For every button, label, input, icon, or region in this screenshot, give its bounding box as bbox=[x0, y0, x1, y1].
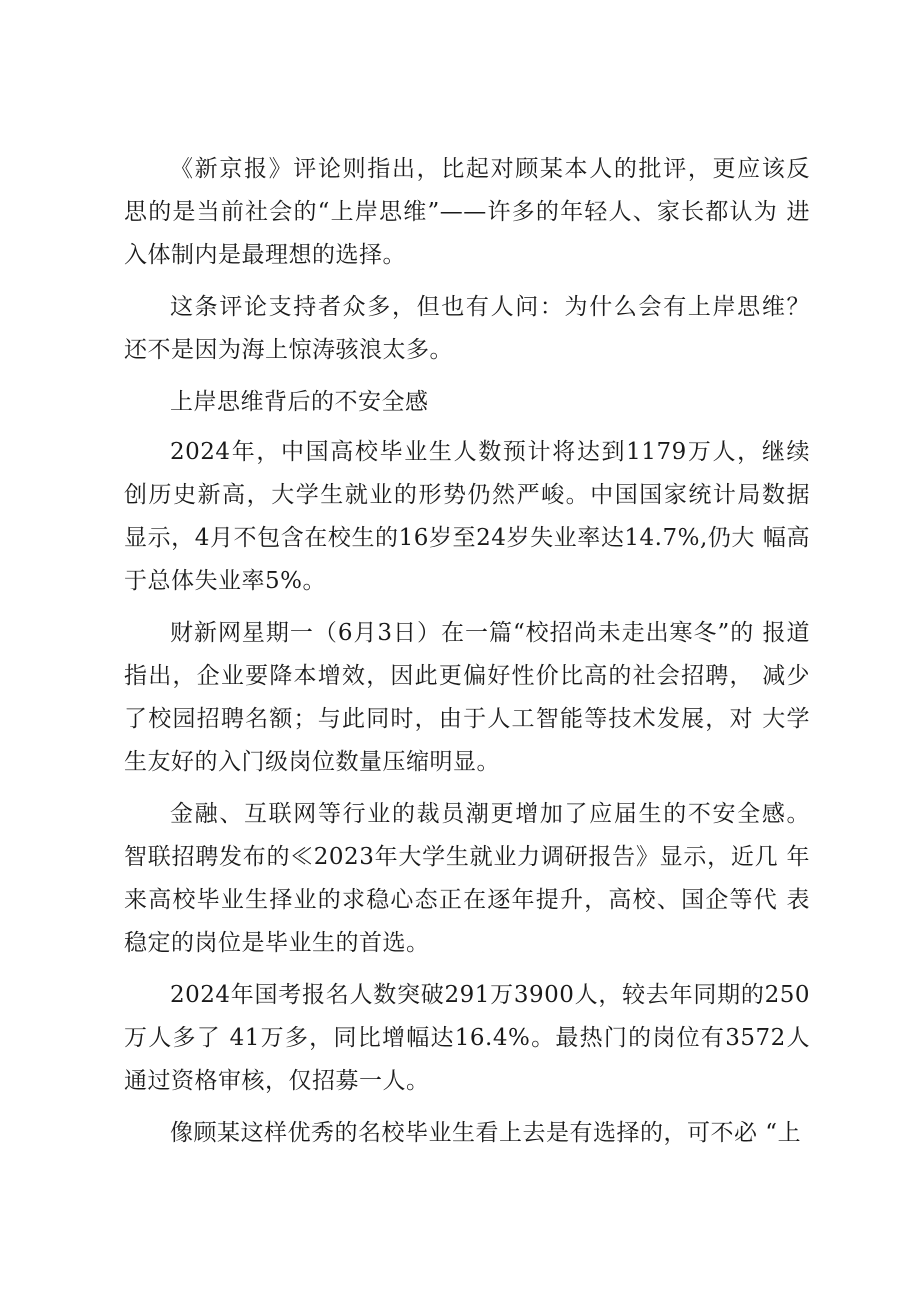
paragraph-graduate-choice: 像顾某这样优秀的名校毕业生看上去是有选择的，可不必 “上 bbox=[170, 1120, 802, 1146]
paragraph-layoffs: 金融、互联网等行业的裁员潮更增加了应届生的不安全感。 智联招聘发布的≪2023年大学生就业力调研报告》显示，近几 年来高校毕业生择业的求稳心态正在逐年提升，高校、国企等代 表稳定的岗位是毕业生的首选。 bbox=[124, 801, 810, 956]
paragraph-civil-exam: 2024年国考报名人数突破291万3900人，较去年同期的250 万人多了 41万多，同比增幅达16.4%。最热门的岗位有3572人 通过资格审核，仅招募一人。 bbox=[124, 982, 810, 1094]
paragraph-commentary: 《新京报》评论则指出，比起对顾某本人的批评，更应该反 思的是当前社会的“上岸思维”——许多的年轻人、家长都认为 进入体制内是最理想的选择。 bbox=[124, 156, 810, 268]
paragraph-caixin-report: 财新网星期一（6月3日）在一篇“校招尚未走出寒冬”的 报道指出，企业要降本增效，因此更偏好性价比高的社会招聘， 减少了校园招聘名额；与此同时，由于人工智能等技术发展，对 大学生友好的入门级岗位数量压缩明显。 bbox=[124, 620, 810, 775]
section-heading: 上岸思维背后的不安全感 bbox=[170, 389, 429, 415]
paragraph-supporters: 这条评论支持者众多，但也有人问：为什么会有上岸思维？ 还不是因为海上惊涛骇浪太多。 bbox=[124, 294, 810, 363]
paragraph-graduates-2024: 2024年，中国高校毕业生人数预计将达到1179万人，继续 创历史新高，大学生就业的形势仍然严峻。中国国家统计局数据 显示，4月不包含在校生的16岁至24岁失业率达14.7%,仍大 幅高于总体失业率5%。 bbox=[124, 439, 810, 594]
document-page bbox=[124, 148, 810, 1164]
